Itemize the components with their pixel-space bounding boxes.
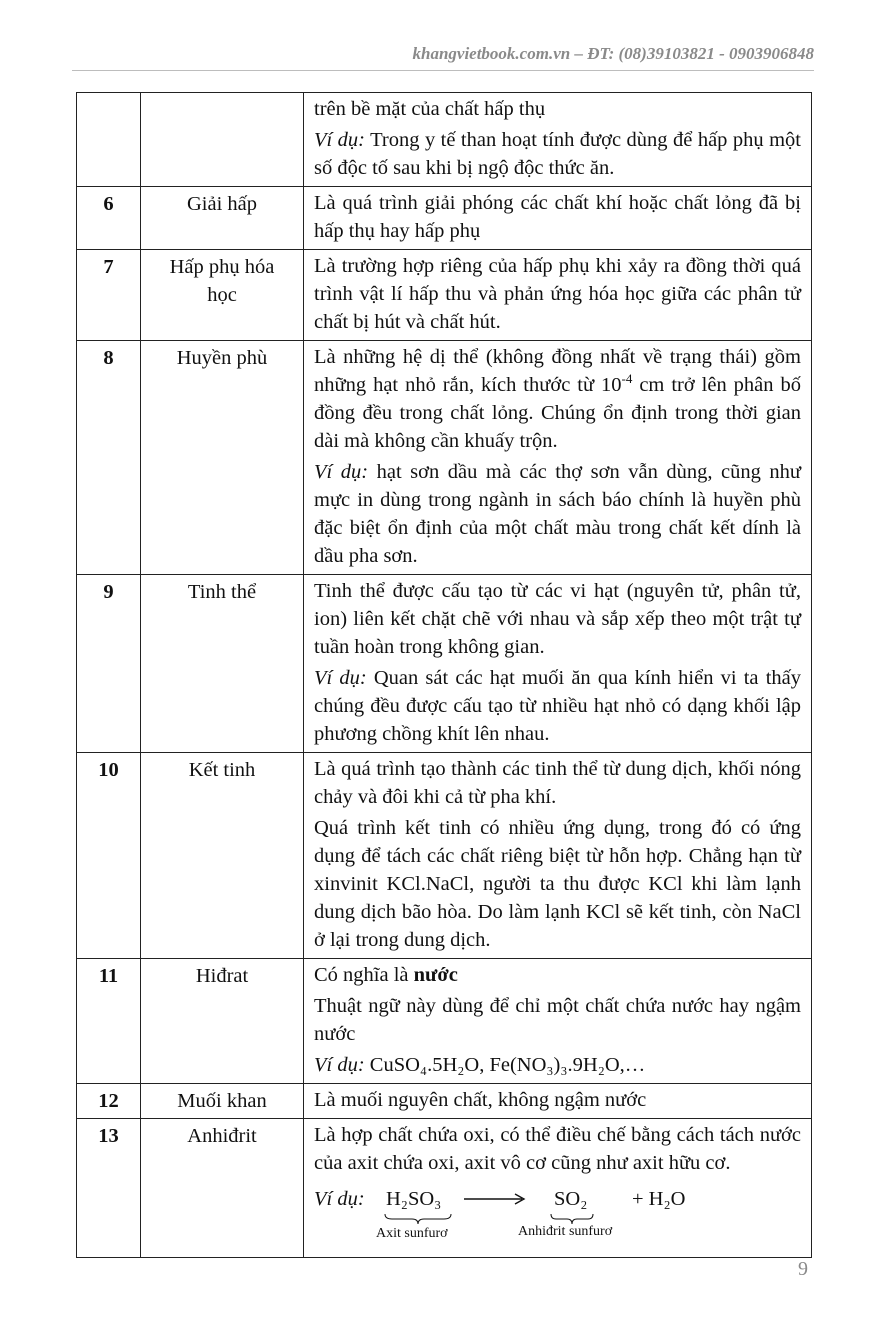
definition-text: Là quá trình giải phóng các chất khí hoặc chất lỏng đã bị hấp thụ hay hấp phụ [314, 192, 801, 242]
page-number: 9 [798, 1258, 808, 1280]
example-text: Ví dụ: hạt sơn dầu mà các thợ sơn vẫn dùng, cũng như mực in dùng trong ngành in sách báo chính là huyền phù đặc biệt ổn định của một chất màu trong chất kết dính là dầu pha sơn. [314, 461, 801, 567]
row-term: Huyền phù [141, 341, 304, 575]
glossary-table [76, 92, 812, 1258]
product-caption: Anhiđrit sunfurơ [518, 1224, 613, 1239]
row-number: 12 [77, 1084, 141, 1119]
definition-text: Thuật ngữ này dùng để chỉ một chất chứa nước hay ngậm nước [314, 995, 801, 1045]
definition-text: Quá trình kết tinh có nhiều ứng dụng, trong đó có ứng dụng để tách các chất riêng biệt từ hỗn hợp. Chẳng hạn từ xinvinit KCl.NaCl, người ta thu được KCl khi làm lạnh dung dịch bão hòa. Do làm lạnh KCl sẽ kết tinh, còn NaCl ở lại trong dung dịch. [314, 817, 801, 951]
row-number: 9 [77, 575, 141, 753]
product-formula: SO₂ [554, 1188, 588, 1210]
row-number [77, 93, 141, 187]
row-number: 13 [77, 1119, 141, 1258]
row-definition [304, 1084, 812, 1119]
table-row [77, 250, 812, 341]
row-term: Tinh thể [141, 575, 304, 753]
row-number: 11 [77, 959, 141, 1084]
example-text: Ví dụ: Quan sát các hạt muối ăn qua kính hiển vi ta thấy chúng đều được cấu tạo từ nhiều hạt nhỏ có dạng khối lập phương chồng khít lên nhau. [314, 667, 801, 745]
row-term: Kết tinh [141, 753, 304, 959]
row-definition [304, 753, 812, 959]
example-label: Ví dụ: [314, 1188, 365, 1210]
table-row [77, 753, 812, 959]
example-label: Ví dụ: [314, 461, 369, 483]
table-row [77, 1084, 812, 1119]
row-number: 8 [77, 341, 141, 575]
reactant-formula: H₂SO₃ [386, 1188, 442, 1210]
row-term: Hấp phụ hóa học [141, 250, 304, 341]
row-definition [304, 93, 812, 187]
chemical-formulas: CuSO₄.5H₂O, Fe(NO₃)₃.9H₂O,… [364, 1054, 646, 1076]
header-rule [72, 70, 814, 71]
table-row [77, 575, 812, 753]
row-number: 7 [77, 250, 141, 341]
reaction-equation [314, 1183, 801, 1253]
row-term: Anhiđrit [141, 1119, 304, 1258]
definition-text: Là hợp chất chứa oxi, có thể điều chế bằng cách tách nước của axit chứa oxi, axit vô cơ cũng như axit hữu cơ. [314, 1124, 801, 1174]
reaction-arrow-icon [462, 1183, 528, 1213]
row-definition [304, 959, 812, 1084]
example-text: Ví dụ: Trong y tế than hoạt tính được dùng để hấp phụ một số độc tố sau khi bị ngộ độc thức ăn. [314, 129, 802, 179]
row-term [141, 93, 304, 187]
page-header: khangvietbook.com.vn – ĐT: (08)39103821 - 0903906848 [412, 44, 814, 63]
underbrace-icon [384, 1213, 452, 1225]
definition-text: trên bề mặt của chất hấp thụ [314, 98, 546, 120]
row-term: Muối khan [141, 1084, 304, 1119]
example-label: Ví dụ: [314, 667, 367, 689]
row-number: 6 [77, 187, 141, 250]
table-row [77, 187, 812, 250]
table-row [77, 1119, 812, 1258]
reactant-caption: Axit sunfurơ [376, 1226, 448, 1241]
definition-text: Là trường hợp riêng của hấp phụ khi xảy ra đồng thời quá trình vật lí hấp thu và phản ứng hóa học giữa các phân tử chất bị hút và chất hút. [314, 255, 801, 333]
row-term: Hiđrat [141, 959, 304, 1084]
row-number: 10 [77, 753, 141, 959]
example-label: Ví dụ: [314, 129, 366, 151]
exponent: -4 [621, 371, 633, 387]
definition-text: Tinh thể được cấu tạo từ các vi hạt (nguyên tử, phân tử, ion) liên kết chặt chẽ với nhau và sắp xếp theo một trật tự tuần hoàn trong không gian. [314, 580, 801, 658]
byproduct-formula: + H₂O [632, 1188, 686, 1210]
example-label: Ví dụ: [314, 1054, 365, 1076]
table-row [77, 93, 812, 187]
row-definition [304, 575, 812, 753]
row-definition [304, 341, 812, 575]
definition-text: Là muối nguyên chất, không ngậm nước [314, 1089, 647, 1111]
row-term: Giải hấp [141, 187, 304, 250]
definition-text: Là quá trình tạo thành các tinh thể từ dung dịch, khối nóng chảy và đôi khi cả từ pha khí. [314, 758, 801, 808]
table-row [77, 959, 812, 1084]
row-definition [304, 187, 812, 250]
emphasis-word: nước [413, 964, 458, 986]
example-text [314, 1051, 801, 1079]
row-definition [304, 250, 812, 341]
definition-text: Là những hệ dị thể (không đồng nhất về trạng thái) gồm những hạt nhỏ rắn, kích thước từ $10^{-4}$ cm trở lên phân bố đồng đều trong chất lỏng. Chúng ổn định trong thời gian dài mà không cần khuấy trộn. [314, 346, 801, 452]
definition-text: Có nghĩa là nước [314, 964, 458, 986]
table-row [77, 341, 812, 575]
row-definition [304, 1119, 812, 1258]
